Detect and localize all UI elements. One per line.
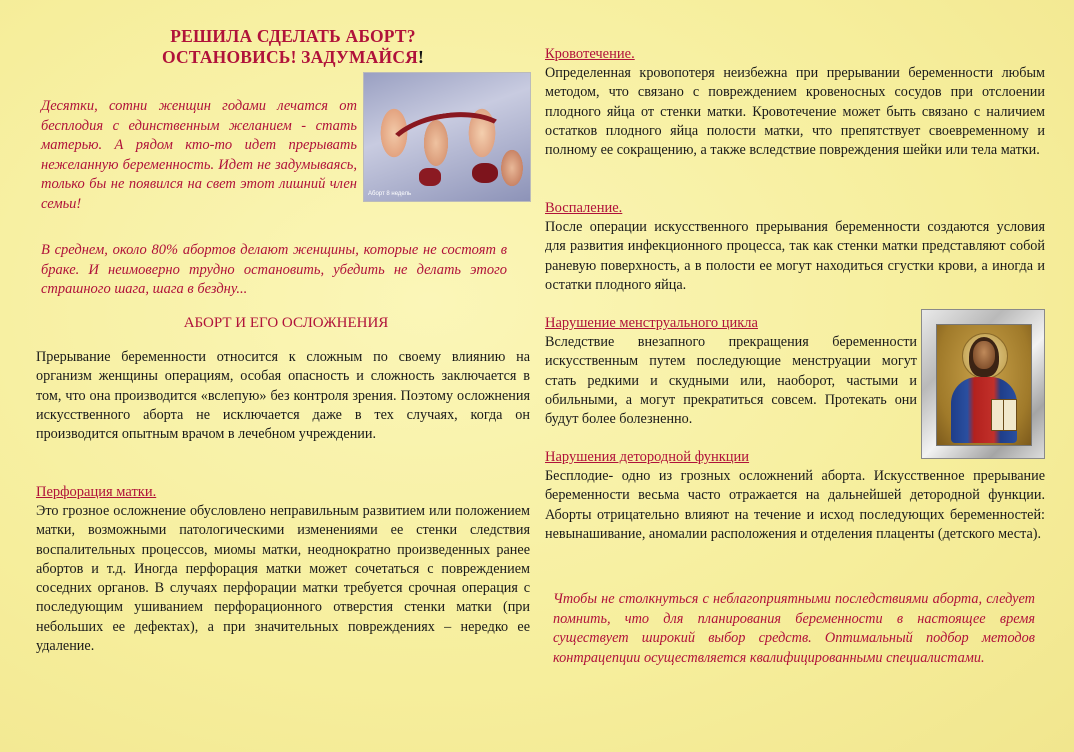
abortion-complications-intro: Прерывание беременности относится к сложным по своему влиянию на организм женщины операциям, особая опасность и сложность заключается в том, что она производится «вслепую» без контроля зрения. Поэтому осложнения искусственного аборта не исключается даже в тех случаях, когда он производится опытным врачом в лечебном учреждении. bbox=[36, 349, 530, 443]
inflammation-title: Воспаление. bbox=[545, 200, 623, 216]
cycle-text: Вследствие внезапного прекращения беременности искусственным путем последующие менструации могут стать редкими и скудными или, наоборот, частыми и обильными, а могут прекратиться совсем. Протекать они будут более болезненно. bbox=[545, 334, 917, 428]
intro-paragraph-2: В среднем, около 80% абортов делают женщины, которые не состоят в браке. И неимоверно трудно остановить, убедить не делать этого страшного шага, шага в бездну... bbox=[41, 242, 507, 298]
closing-note: Чтобы не столкнуться с неблагоприятными последствиями аборта, следует помнить, что для планирования беременности в настоящее время существует широкий выбор средств. Оптимальный подбор методов контрацепции осуществляется квалифицированными специалистами. bbox=[553, 591, 1035, 666]
photo-caption: Аборт 8 недель bbox=[368, 191, 412, 197]
perforation-text: Это грозное осложнение обусловлено неправильным развитием или положением матки, возможными патологическими изменениями ее стенки следствия воспалительных процессов, миомы матки, неоднократно произведенных ранее абортов и т.д. Иногда перфорация матки может сочетаться с повреждением соседних органов. В случаях перфорации матки требуется срочная операция с последующим ушиванием перфорационного отверстия стенки матки (при небольших ее дефектах), а при значительных повреждениях – нередко ее удаление. bbox=[36, 503, 530, 655]
bleeding-title: Кровотечение. bbox=[545, 46, 635, 62]
fertility-title: Нарушения детородной функции bbox=[545, 449, 750, 465]
medical-photo bbox=[363, 72, 531, 202]
inflammation-text: После операции искусственного прерывания беременности создаются условия для развития инфекционного процесса, так как стенки матки представляют собой раневую поверхность, а в полости ее могут находиться сгустки крови, а иногда и остатки плодного яйца. bbox=[545, 219, 1045, 293]
intro-paragraph-1: Десятки, сотни женщин годами лечатся от бесплодия с единственным желанием - стать матерью. А рядом кто-то идет прерывать нежеланную беременность. Идет не задумываясь, только бы не появился на свет этот лишний член семьи! bbox=[41, 98, 357, 212]
heading-line-2: ОСТАНОВИСЬ! ЗАДУМАЙСЯ bbox=[161, 47, 418, 67]
heading-line-1: РЕШИЛА СДЕЛАТЬ АБОРТ? bbox=[170, 26, 416, 46]
bleeding-text: Определенная кровопотеря неизбежна при прерывании беременности любым методом, что связано с повреждением кровеносных сосудов при отслоении плодного яйца от стенки матки. Кровотечение может быть связано с наличием остатков плодного яйца полости матки, что препятствует своевременному и полному ее сокращению, а также вследствие повреждения шейки или тела матки. bbox=[545, 65, 1045, 159]
main-section-title: АБОРТ И ЕГО ОСЛОЖНЕНИЯ bbox=[183, 315, 389, 331]
heading-exclamation: ! bbox=[418, 47, 425, 67]
cycle-title: Нарушение менструального цикла bbox=[545, 315, 758, 331]
page-heading bbox=[128, 26, 458, 68]
perforation-title: Перфорация матки. bbox=[36, 484, 157, 500]
christ-icon-image bbox=[921, 309, 1045, 459]
fertility-text: Бесплодие- одно из грозных осложнений аборта. Искусственное прерывание беременности весьма часто отражается на дальнейшей детородной функции. Аборты отрицательно влияют на течение и исход последующих беременностей: невынашивание, аномалии расположения и отделения плаценты (детского места). bbox=[545, 468, 1045, 542]
